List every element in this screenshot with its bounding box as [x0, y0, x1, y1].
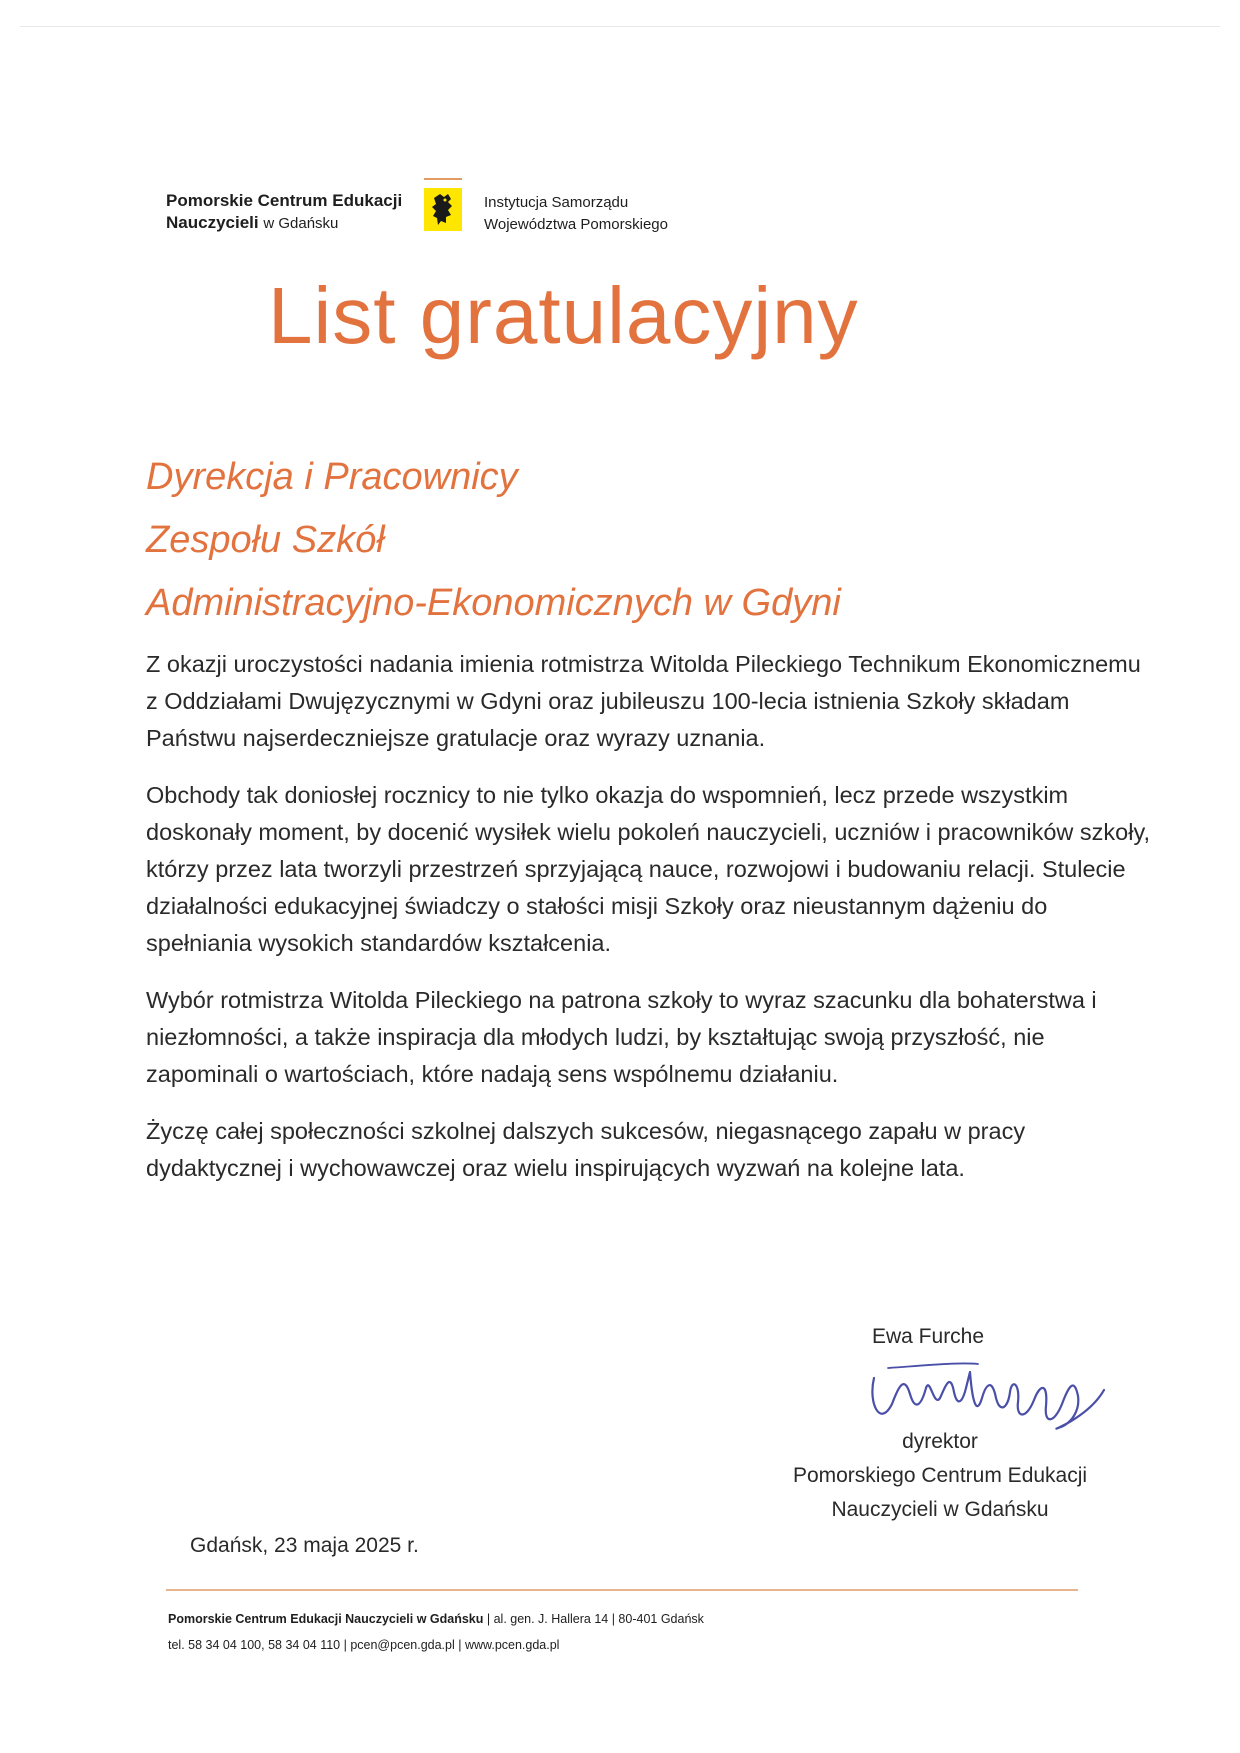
document-title: List gratulacyjny — [268, 271, 859, 360]
org-line-2-bold: Nauczycieli — [166, 213, 259, 232]
griffin-crest-icon — [424, 188, 462, 231]
letter-body — [146, 646, 1156, 1207]
footer — [168, 1606, 704, 1658]
crest-accent-bar — [424, 178, 462, 180]
addressee-line-3: Administracyjno-Ekonomicznych w Gdyni — [146, 582, 841, 624]
organization-name — [166, 190, 402, 235]
inst-line-1: Instytucja Samorządu — [484, 194, 629, 211]
paragraph-1: Z okazji uroczystości nadania imienia rotmistrza Witolda Pileckiego Technikum Ekonomicznemu z Oddziałami Dwujęzycznymi w Gdyni oraz jubileuszu 100-lecia istnienia Szkoły składam Państwu najserdeczniejsze gratulacje oraz wyrazy uznania. — [146, 651, 1141, 751]
paragraph-3: Wybór rotmistrza Witolda Pileckiego na patrona szkoły to wyraz szacunku dla bohaterstwa i niezłomności, a także inspiracja dla młodych ludzi, by kształtując swoją przyszłość, nie zapominali o wartościach, które nadają sens wspólnemu działaniu. — [146, 987, 1097, 1087]
role-title: dyrektor — [902, 1430, 978, 1453]
inst-line-2: Województwa Pomorskiego — [484, 216, 668, 233]
paragraph-2: Obchody tak doniosłej rocznicy to nie tylko okazja do wspomnień, lecz przede wszystkim doskonały moment, by docenić wysiłek wielu pokoleń nauczycieli, uczniów i pracowników szkoły, którzy przez lata tworzyli przestrzeń sprzyjającą nauce, rozwojowi i budowaniu relacji. Stulecie działalności edukacyjnej świadczy o stałości misji Szkoły oraz nieustannym dążeniu do spełniania wysokich standardów kształcenia. — [146, 782, 1150, 956]
org-line-1: Pomorskie Centrum Edukacji — [166, 191, 403, 210]
signatory-role — [760, 1425, 1120, 1527]
signatory-name: Ewa Furche — [872, 1325, 985, 1348]
scan-edge — [20, 26, 1220, 27]
footer-contact: tel. 58 34 04 100, 58 34 04 110 | pcen@pcen.gda.pl | www.pcen.gda.pl — [168, 1638, 560, 1652]
footer-org: Pomorskie Centrum Edukacji Nauczycieli w Gdańsku — [168, 1612, 484, 1626]
org-line-2-rest: w Gdańsku — [263, 215, 339, 232]
place-and-date: Gdańsk, 23 maja 2025 r. — [190, 1534, 419, 1557]
footer-address: | al. gen. J. Hallera 14 | 80-401 Gdańsk — [483, 1612, 704, 1626]
institution-label — [484, 192, 668, 236]
role-org-line-2: Nauczycieli w Gdańsku — [831, 1498, 1049, 1521]
footer-divider — [166, 1589, 1078, 1591]
addressee-line-2: Zespołu Szkół — [146, 519, 385, 561]
addressee-line-1: Dyrekcja i Pracownicy — [146, 456, 518, 498]
role-org-line-1: Pomorskiego Centrum Edukacji — [792, 1464, 1088, 1487]
paragraph-4: Życzę całej społeczności szkolnej dalszych sukcesów, niegasnącego zapału w pracy dydaktycznej i wychowawczej oraz wielu inspirujących wyzwań na kolejne lata. — [146, 1118, 1026, 1181]
addressee — [146, 446, 841, 635]
